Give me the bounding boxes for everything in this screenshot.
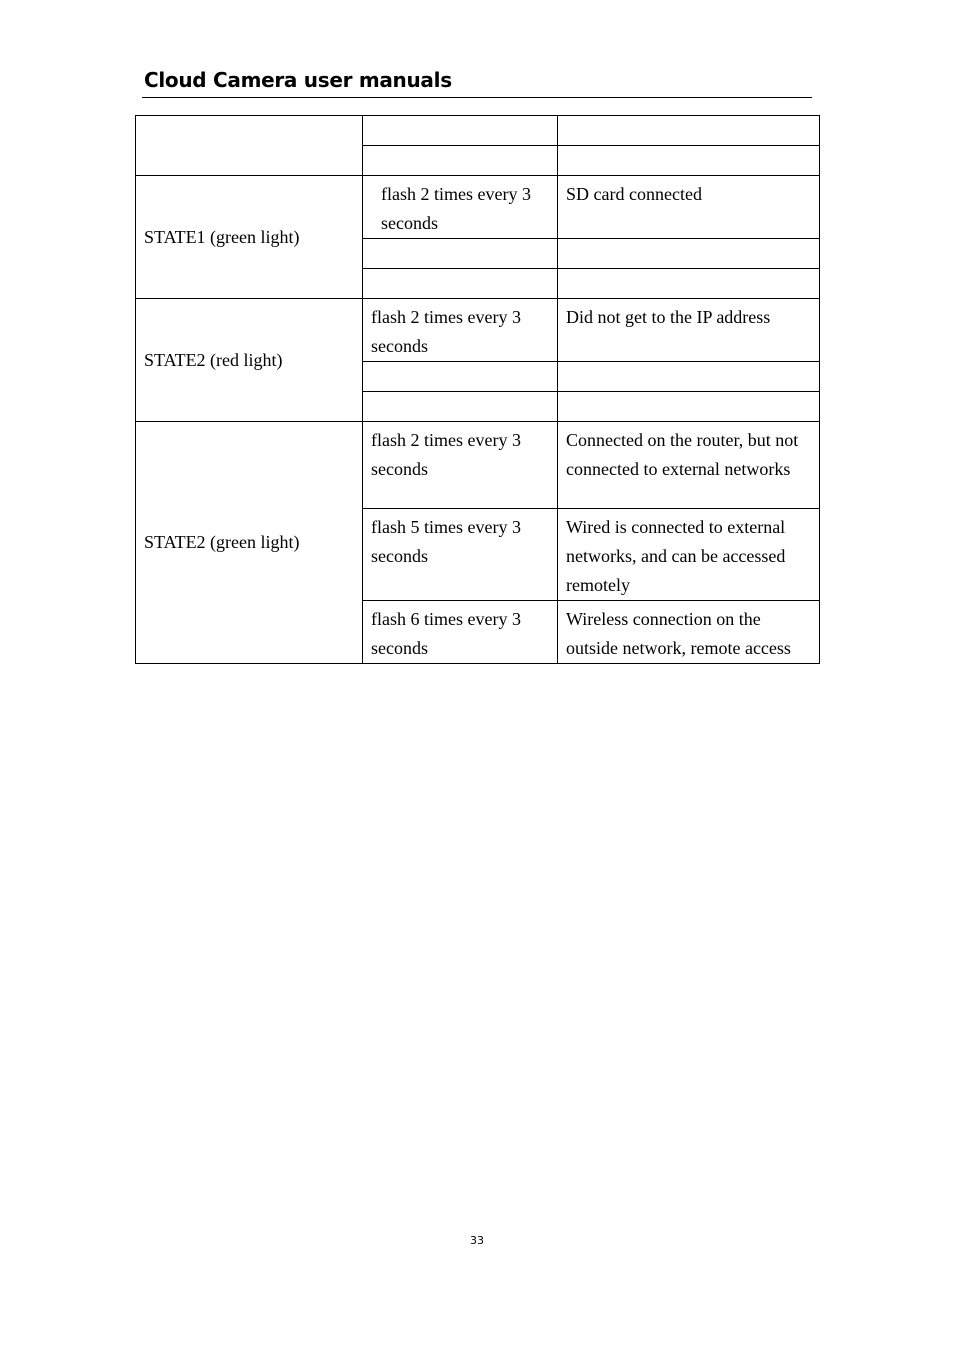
table-row <box>136 116 820 146</box>
led-status-table <box>135 115 820 664</box>
page-number: 33 <box>470 1234 484 1247</box>
state-cell <box>136 116 363 176</box>
meaning-cell: Did not get to the IP address <box>558 299 820 362</box>
blink-cell <box>363 239 558 269</box>
blink-cell: flash 2 times every 3 seconds <box>363 422 558 509</box>
meaning-cell <box>558 269 820 299</box>
blink-cell: flash 2 times every 3 seconds <box>363 299 558 362</box>
blink-cell <box>363 116 558 146</box>
blink-cell: flash 5 times every 3 seconds <box>363 509 558 601</box>
blink-cell: flash 6 times every 3 seconds <box>363 601 558 664</box>
meaning-cell <box>558 116 820 146</box>
meaning-cell: SD card connected <box>558 176 820 239</box>
state-cell: STATE2 (green light) <box>136 422 363 664</box>
page-header-title: Cloud Camera user manuals <box>144 68 452 92</box>
table-row <box>136 299 820 362</box>
header-divider <box>142 97 812 98</box>
blink-cell <box>363 146 558 176</box>
meaning-cell: Wired is connected to external networks, and can be accessed remotely <box>558 509 820 601</box>
blink-cell: flash 2 times every 3 seconds <box>363 176 558 239</box>
meaning-cell: Connected on the router, but not connected to external networks <box>558 422 820 509</box>
table-row <box>136 422 820 509</box>
meaning-cell <box>558 392 820 422</box>
table-row <box>136 176 820 239</box>
blink-cell <box>363 269 558 299</box>
meaning-cell <box>558 239 820 269</box>
meaning-cell <box>558 146 820 176</box>
state-cell: STATE1 (green light) <box>136 176 363 299</box>
meaning-cell: Wireless connection on the outside network, remote access <box>558 601 820 664</box>
blink-cell <box>363 392 558 422</box>
state-cell: STATE2 (red light) <box>136 299 363 422</box>
meaning-cell <box>558 362 820 392</box>
blink-cell <box>363 362 558 392</box>
